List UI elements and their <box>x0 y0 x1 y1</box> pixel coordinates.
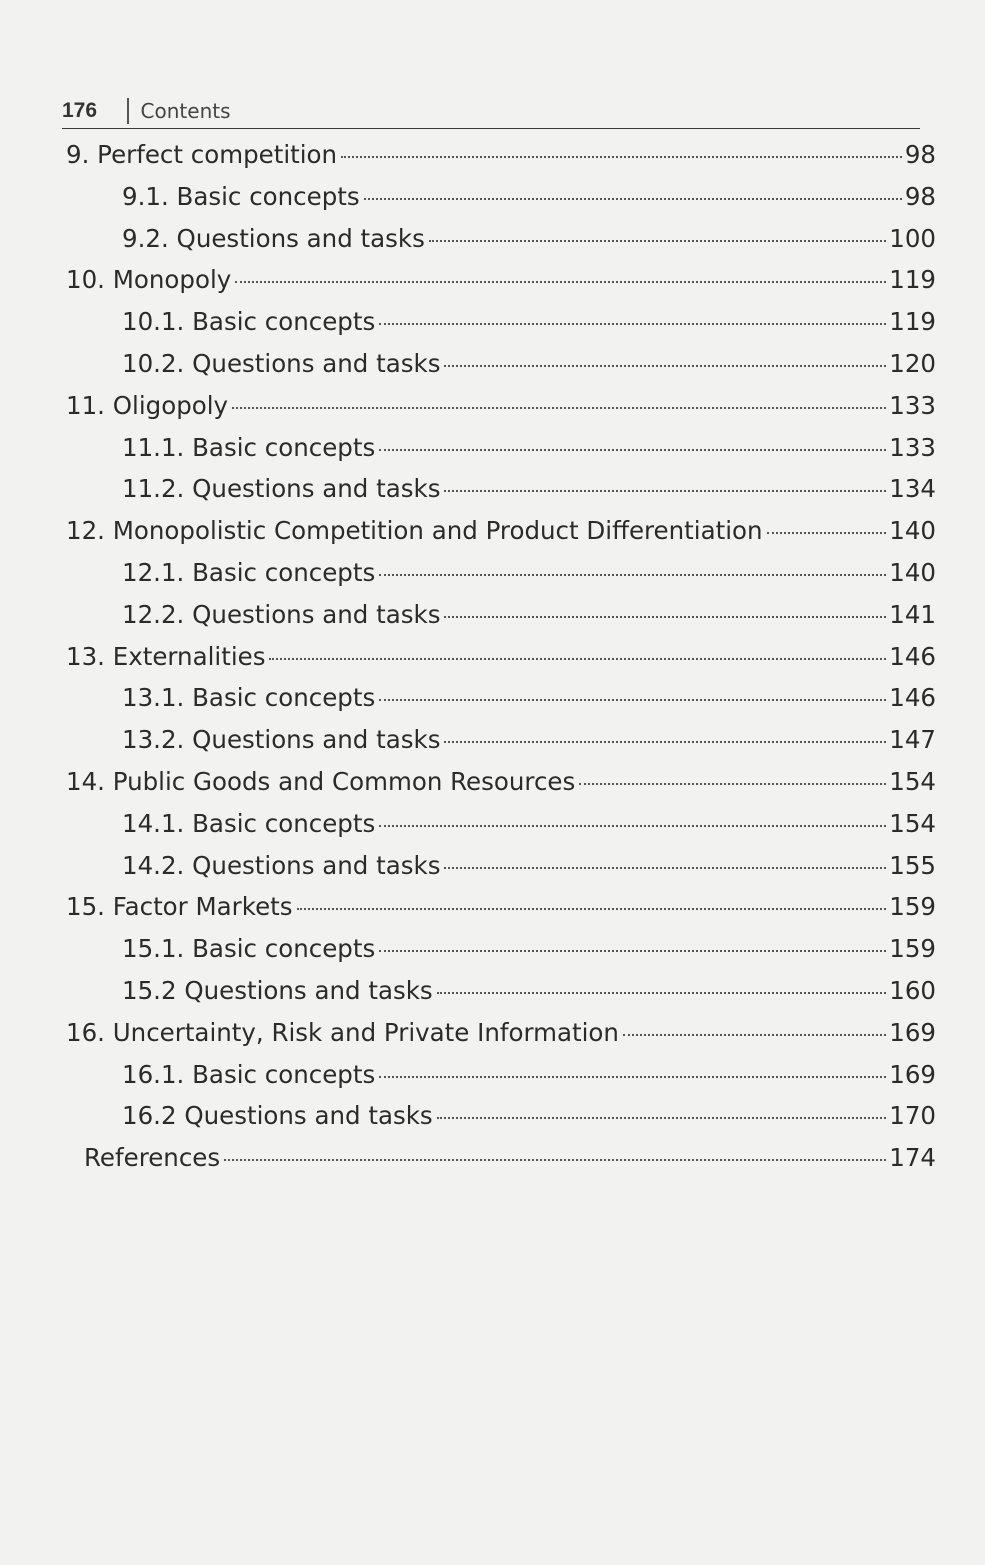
dot-leader <box>379 699 886 701</box>
header-divider <box>127 98 129 124</box>
toc-entry-page: 174 <box>889 1143 936 1173</box>
toc-entry-label: 16. Uncertainty, Risk and Private Information <box>66 1017 619 1047</box>
toc-entry <box>66 725 936 767</box>
dot-leader <box>444 867 886 869</box>
toc-entry-page: 98 <box>904 181 936 211</box>
toc-entry-page: 160 <box>889 975 936 1005</box>
dot-leader <box>429 240 886 242</box>
toc-entry-page: 100 <box>889 223 936 253</box>
toc-entry <box>66 809 936 851</box>
dot-leader <box>444 365 886 367</box>
toc-entry-page: 140 <box>889 557 936 587</box>
toc-entry-label: References <box>84 1143 221 1173</box>
toc-entry-page: 133 <box>889 432 936 462</box>
dot-leader <box>444 741 886 743</box>
toc-entry <box>66 600 936 642</box>
toc-entry <box>66 892 936 934</box>
toc-entry-page: 154 <box>889 808 936 838</box>
toc-entry-label: 9. Perfect competition <box>66 140 338 169</box>
toc-entry-page: 133 <box>889 390 936 420</box>
section-name: Contents <box>140 99 231 123</box>
toc-entry <box>66 474 936 516</box>
toc-entry <box>66 851 936 893</box>
toc-entry-page: 169 <box>889 1059 936 1089</box>
toc-entry-page: 170 <box>889 1101 936 1131</box>
dot-leader <box>379 950 886 952</box>
toc-entry-label: 16.2 Questions and tasks <box>122 1101 433 1131</box>
toc-entry <box>66 642 936 684</box>
toc-entry-label: 13.2. Questions and tasks <box>122 725 441 755</box>
toc-entry-page: 134 <box>889 474 936 504</box>
toc-entry <box>66 516 936 558</box>
toc-entry-page: 98 <box>904 140 936 169</box>
running-header <box>62 94 920 129</box>
toc-entry-label: 15.1. Basic concepts <box>122 934 376 964</box>
toc-entry-page: 146 <box>889 641 936 671</box>
toc-entry-page: 140 <box>889 516 936 546</box>
dot-leader <box>579 783 886 785</box>
toc-entry <box>66 224 936 266</box>
toc-entry <box>66 349 936 391</box>
toc-entry-label: 12.2. Questions and tasks <box>122 599 441 629</box>
dot-leader <box>437 1117 887 1119</box>
toc-entry <box>66 1060 936 1102</box>
toc-entry-label: 11.1. Basic concepts <box>122 432 376 462</box>
toc-entry <box>66 683 936 725</box>
toc-entry-page: 169 <box>889 1017 936 1047</box>
dot-leader <box>364 198 902 200</box>
toc-entry-page: 141 <box>889 599 936 629</box>
dot-leader <box>437 992 887 994</box>
table-of-contents <box>66 140 936 1185</box>
toc-entry-label: 10.2. Questions and tasks <box>122 348 441 378</box>
toc-entry-label: 13.1. Basic concepts <box>122 683 376 713</box>
dot-leader <box>767 532 887 534</box>
toc-entry-label: 14.2. Questions and tasks <box>122 850 441 880</box>
dot-leader <box>379 574 886 576</box>
toc-entry <box>66 182 936 224</box>
dot-leader <box>235 281 886 283</box>
toc-entry-label: 10.1. Basic concepts <box>122 307 376 337</box>
toc-entry-label: 13. Externalities <box>66 641 266 671</box>
dot-leader <box>379 449 886 451</box>
toc-entry <box>66 1101 936 1143</box>
toc-entry-label: 12. Monopolistic Competition and Product Differentiation <box>66 516 763 546</box>
toc-entry-label: 14.1. Basic concepts <box>122 808 376 838</box>
toc-entry-page: 159 <box>889 934 936 964</box>
toc-entry-label: 14. Public Goods and Common Resources <box>66 766 576 796</box>
toc-entry <box>66 558 936 600</box>
toc-entry <box>66 767 936 809</box>
toc-entry-label: 12.1. Basic concepts <box>122 557 376 587</box>
toc-entry-page: 146 <box>889 683 936 713</box>
toc-entry <box>66 391 936 433</box>
toc-entry-label: 10. Monopoly <box>66 265 232 295</box>
dot-leader <box>232 407 886 409</box>
page-number: 176 <box>62 99 98 122</box>
dot-leader <box>379 825 886 827</box>
toc-entry-page: 120 <box>889 348 936 378</box>
toc-entry <box>66 1018 936 1060</box>
dot-leader <box>341 156 902 158</box>
dot-leader <box>269 658 886 660</box>
toc-entry-label: 11.2. Questions and tasks <box>122 474 441 504</box>
dot-leader <box>623 1034 886 1036</box>
toc-entry-label: 16.1. Basic concepts <box>122 1059 376 1089</box>
toc-entry <box>66 140 936 182</box>
dot-leader <box>224 1159 886 1161</box>
toc-entry-page: 154 <box>889 766 936 796</box>
toc-entry-page: 119 <box>889 307 936 337</box>
toc-entry <box>66 433 936 475</box>
toc-entry <box>66 934 936 976</box>
toc-entry <box>66 976 936 1018</box>
toc-entry <box>66 307 936 349</box>
toc-entry-label: 11. Oligopoly <box>66 390 229 420</box>
dot-leader <box>297 908 887 910</box>
toc-entry-page: 119 <box>889 265 936 295</box>
toc-entry-page: 155 <box>889 850 936 880</box>
toc-entry-label: 15.2 Questions and tasks <box>122 975 433 1005</box>
toc-entry-references <box>66 1143 936 1185</box>
toc-entry-label: 15. Factor Markets <box>66 892 293 922</box>
toc-entry-page: 147 <box>889 725 936 755</box>
toc-entry-label: 9.2. Questions and tasks <box>122 223 425 253</box>
toc-entry-page: 159 <box>889 892 936 922</box>
toc-entry-label: 9.1. Basic concepts <box>122 181 360 211</box>
dot-leader <box>444 616 886 618</box>
dot-leader <box>379 323 886 325</box>
toc-entry <box>66 265 936 307</box>
dot-leader <box>444 490 886 492</box>
dot-leader <box>379 1076 886 1078</box>
